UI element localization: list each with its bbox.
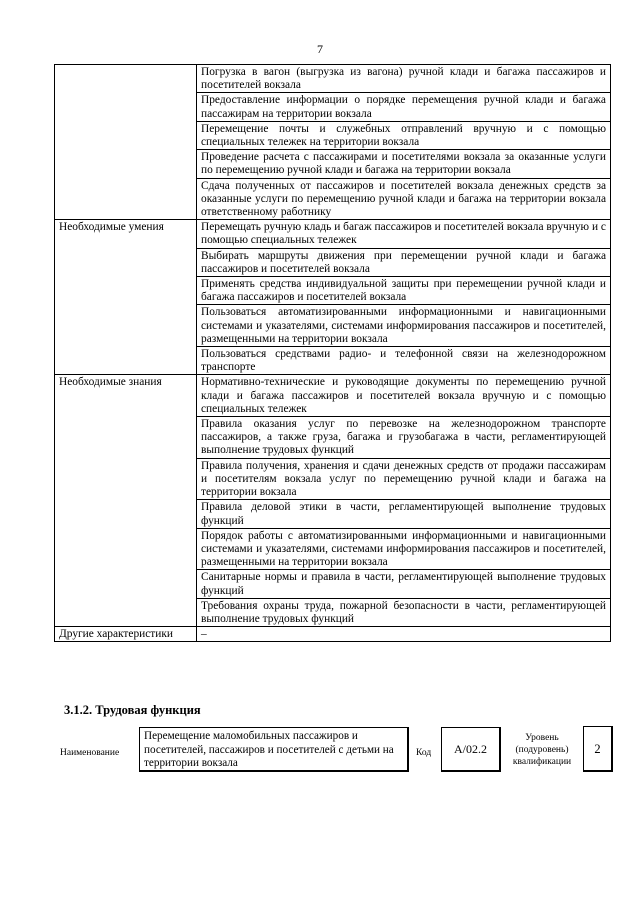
row-text: Порядок работы с автоматизированными информационными и навигационными системами и указателями, системами информирования пассажиров и посетителей, размещенными на территории вокзала xyxy=(197,528,611,570)
row-label xyxy=(55,65,197,220)
row-text: Правила получения, хранения и сдачи денежных средств от продажи пассажирам и посетителям вокзала услуг по перемещению ручной клади и багажа на территории вокзала xyxy=(197,458,611,500)
labor-function-row xyxy=(60,726,620,776)
section-title: 3.1.2. Трудовая функция xyxy=(64,703,201,717)
table-row xyxy=(55,375,611,417)
requirements-table xyxy=(54,64,611,642)
qualification-level-label: Уровень (подуровень) квалификации xyxy=(512,733,572,767)
row-text: Предоставление информации о порядке перемещения ручной клади и багажа пассажирам на территории вокзала xyxy=(197,93,611,121)
row-text: Пользоваться автоматизированными информационными и навигационными системами и указателями, системами информирования пассажиров и посетителей, размещенными на территории вокзала xyxy=(197,305,611,347)
row-text: Правила оказания услуг по перевозке на железнодорожном транспорте пассажиров, а также груза, багажа и грузобагажа в части, регламентирующей выполнение трудовых функций xyxy=(197,417,611,459)
row-text: Сдача полученных от пассажиров и посетителей вокзала денежных средств за оказанные услуги по перемещению ручной клади и багажа на территории вокзала ответственному работнику xyxy=(197,178,611,220)
row-text: Перемещение почты и служебных отправлений вручную и с помощью специальных тележек на территории вокзала xyxy=(197,121,611,149)
row-text: Санитарные нормы и правила в части, регламентирующей выполнение трудовых функций xyxy=(197,570,611,598)
row-text: Правила деловой этики в части, регламентирующей выполнение трудовых функций xyxy=(197,500,611,528)
table-row xyxy=(55,220,611,248)
row-text: Проведение расчета с пассажирами и посетителями вокзала за оказанные услуги по перемещению ручной клади и багажа на территории вокзала xyxy=(197,150,611,178)
row-label: Необходимые знания xyxy=(55,375,197,627)
row-label: Другие характеристики xyxy=(55,627,197,642)
row-text: Погрузка в вагон (выгрузка из вагона) ручной клади и багажа пассажиров и посетителей вокзала xyxy=(197,65,611,93)
row-text: Нормативно-технические и руководящие документы по перемещению ручной клади и багажа пассажиров и посетителей вокзала вручную и с помощью специальных тележек xyxy=(197,375,611,417)
row-text: Выбирать маршруты движения при перемещении ручной клади и багажа пассажиров и посетителей вокзала xyxy=(197,248,611,276)
row-label: Необходимые умения xyxy=(55,220,197,375)
row-text: Перемещать ручную кладь и багаж пассажиров и посетителей вокзала вручную и с помощью специальных тележек xyxy=(197,220,611,248)
function-code-field: A/02.2 xyxy=(441,727,501,772)
code-label: Код xyxy=(416,748,432,758)
table-row xyxy=(55,627,611,642)
function-name-field: Перемещение маломобильных пассажиров и посетителей, пассажиров и посетителей с детьми на территории вокзала xyxy=(139,727,409,772)
table-row xyxy=(55,65,611,93)
page-number: 7 xyxy=(317,42,323,56)
row-text: – xyxy=(197,627,611,642)
name-label: Наименование xyxy=(60,748,120,758)
qualification-level-field: 2 xyxy=(583,726,613,772)
row-text: Пользоваться средствами радио- и телефонной связи на железнодорожном транспорте xyxy=(197,347,611,375)
row-text: Применять средства индивидуальной защиты при перемещении ручной клади и багажа пассажиров и посетителей вокзала xyxy=(197,277,611,305)
row-text: Требования охраны труда, пожарной безопасности в части, регламентирующей выполнение трудовых функций xyxy=(197,598,611,626)
